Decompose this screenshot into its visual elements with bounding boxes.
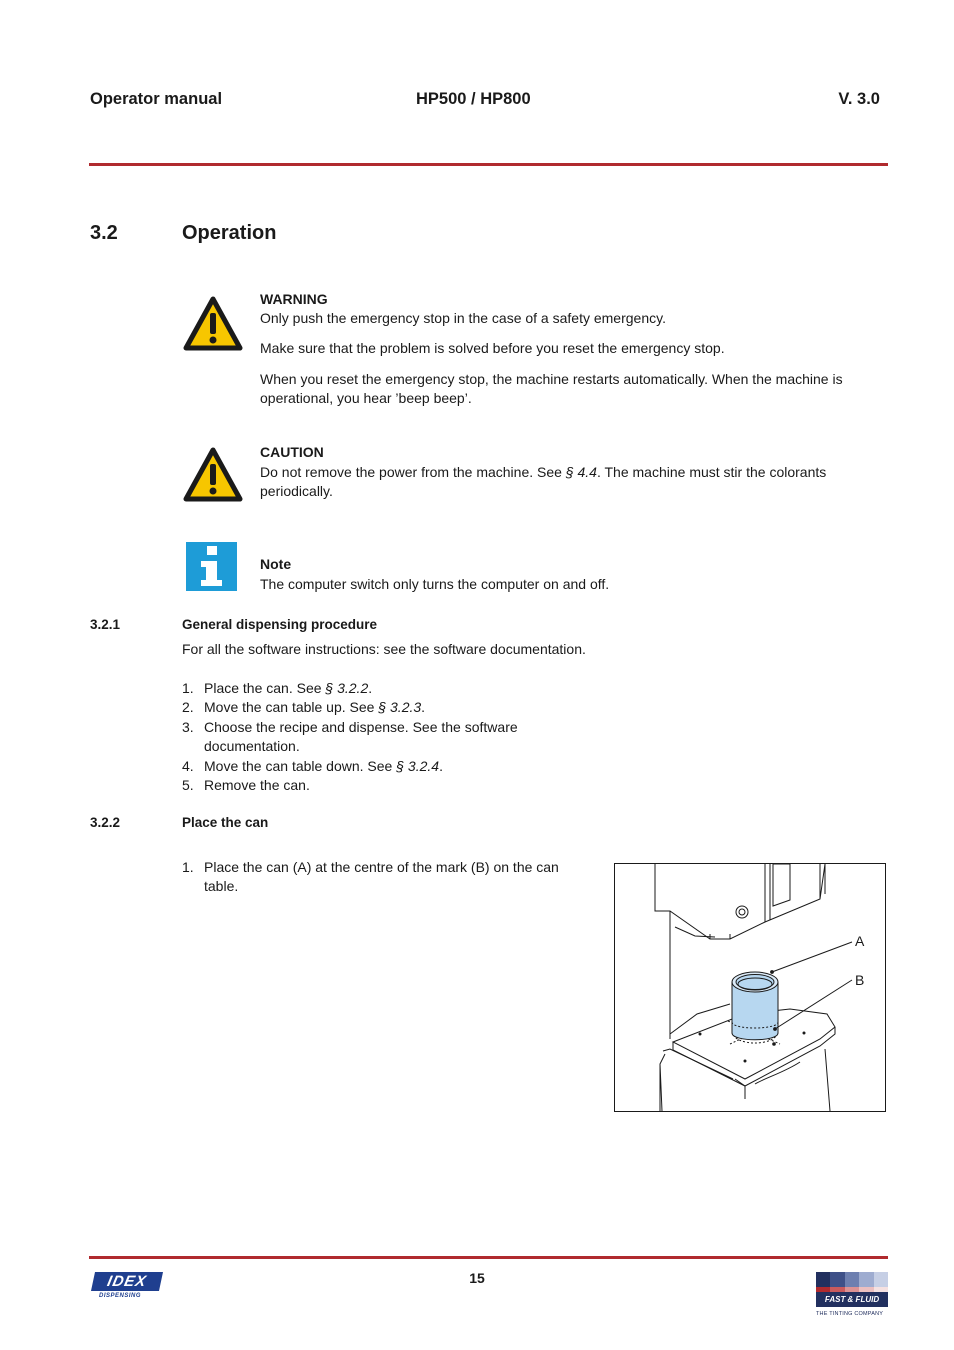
step-ref-link[interactable]: § 3.2.3 xyxy=(378,699,422,716)
dispensing-steps-list xyxy=(182,679,537,795)
info-icon xyxy=(186,542,237,591)
header-version: V. 3.0 xyxy=(838,90,880,108)
idex-logo: IDEX DISPENSING xyxy=(89,1272,161,1304)
list-item: 4. Move the can table down. See § 3.2.4. xyxy=(182,757,443,774)
step-ref-link[interactable]: § 3.2.4 xyxy=(396,757,440,774)
subsection-3-2-1-title: General dispensing procedure xyxy=(182,617,378,632)
section-number: 3.2 xyxy=(90,222,118,244)
section-title: Operation xyxy=(182,222,277,244)
warning-text-2: Make sure that the problem is solved before you reset the emergency stop. xyxy=(260,340,725,356)
place-can-steps-list xyxy=(182,858,577,897)
header-model: HP500 / HP800 xyxy=(416,90,531,108)
warning-text-1: Only push the emergency stop in the case of a safety emergency. xyxy=(260,310,666,326)
header-rule xyxy=(89,163,888,166)
subsection-3-2-1-intro: For all the software instructions: see the software documentation. xyxy=(182,641,586,657)
note-text: The computer switch only turns the computer on and off. xyxy=(260,576,610,592)
logo-color-swatches xyxy=(816,1272,888,1287)
can-placement-figure xyxy=(614,863,886,1112)
caution-ref-link[interactable]: § 4.4 xyxy=(565,464,597,480)
list-item: 5. Remove the can. xyxy=(182,777,310,794)
warning-text-3: When you reset the emergency stop, the machine restarts automatically. When the machine is operational, you hear ’beep beep’. xyxy=(260,371,843,406)
figure-label-b: B xyxy=(855,972,865,988)
warning-label: WARNING xyxy=(260,291,328,307)
list-item: 3. Choose the recipe and dispense. See the software documentation. xyxy=(182,718,518,755)
subsection-3-2-2-number: 3.2.2 xyxy=(90,815,121,830)
figure-label-a: A xyxy=(855,933,865,949)
fast-and-fluid-logo: FAST & FLUID THE TINTING COMPANY xyxy=(816,1272,888,1324)
caution-text: Do not remove the power from the machine. See § 4.4. The machine must stir the colorants periodically. xyxy=(260,464,827,499)
list-item: 1. Place the can. See § 3.2.2. xyxy=(182,680,373,696)
subsection-3-2-1-number: 3.2.1 xyxy=(90,617,121,632)
note-label: Note xyxy=(260,556,292,572)
step-ref-link[interactable]: § 3.2.2 xyxy=(325,680,369,696)
footer-rule xyxy=(89,1256,888,1259)
list-item: 1. Place the can (A) at the centre of the mark (B) on the can table. xyxy=(182,859,559,895)
list-item: 2. Move the can table up. See § 3.2.3. xyxy=(182,699,426,716)
caution-label: CAUTION xyxy=(260,444,324,460)
page-number: 15 xyxy=(469,1270,485,1286)
header-doc-title: Operator manual xyxy=(90,90,223,108)
caution-icon xyxy=(183,447,243,502)
subsection-3-2-2-title: Place the can xyxy=(182,815,269,830)
warning-icon xyxy=(183,296,243,351)
